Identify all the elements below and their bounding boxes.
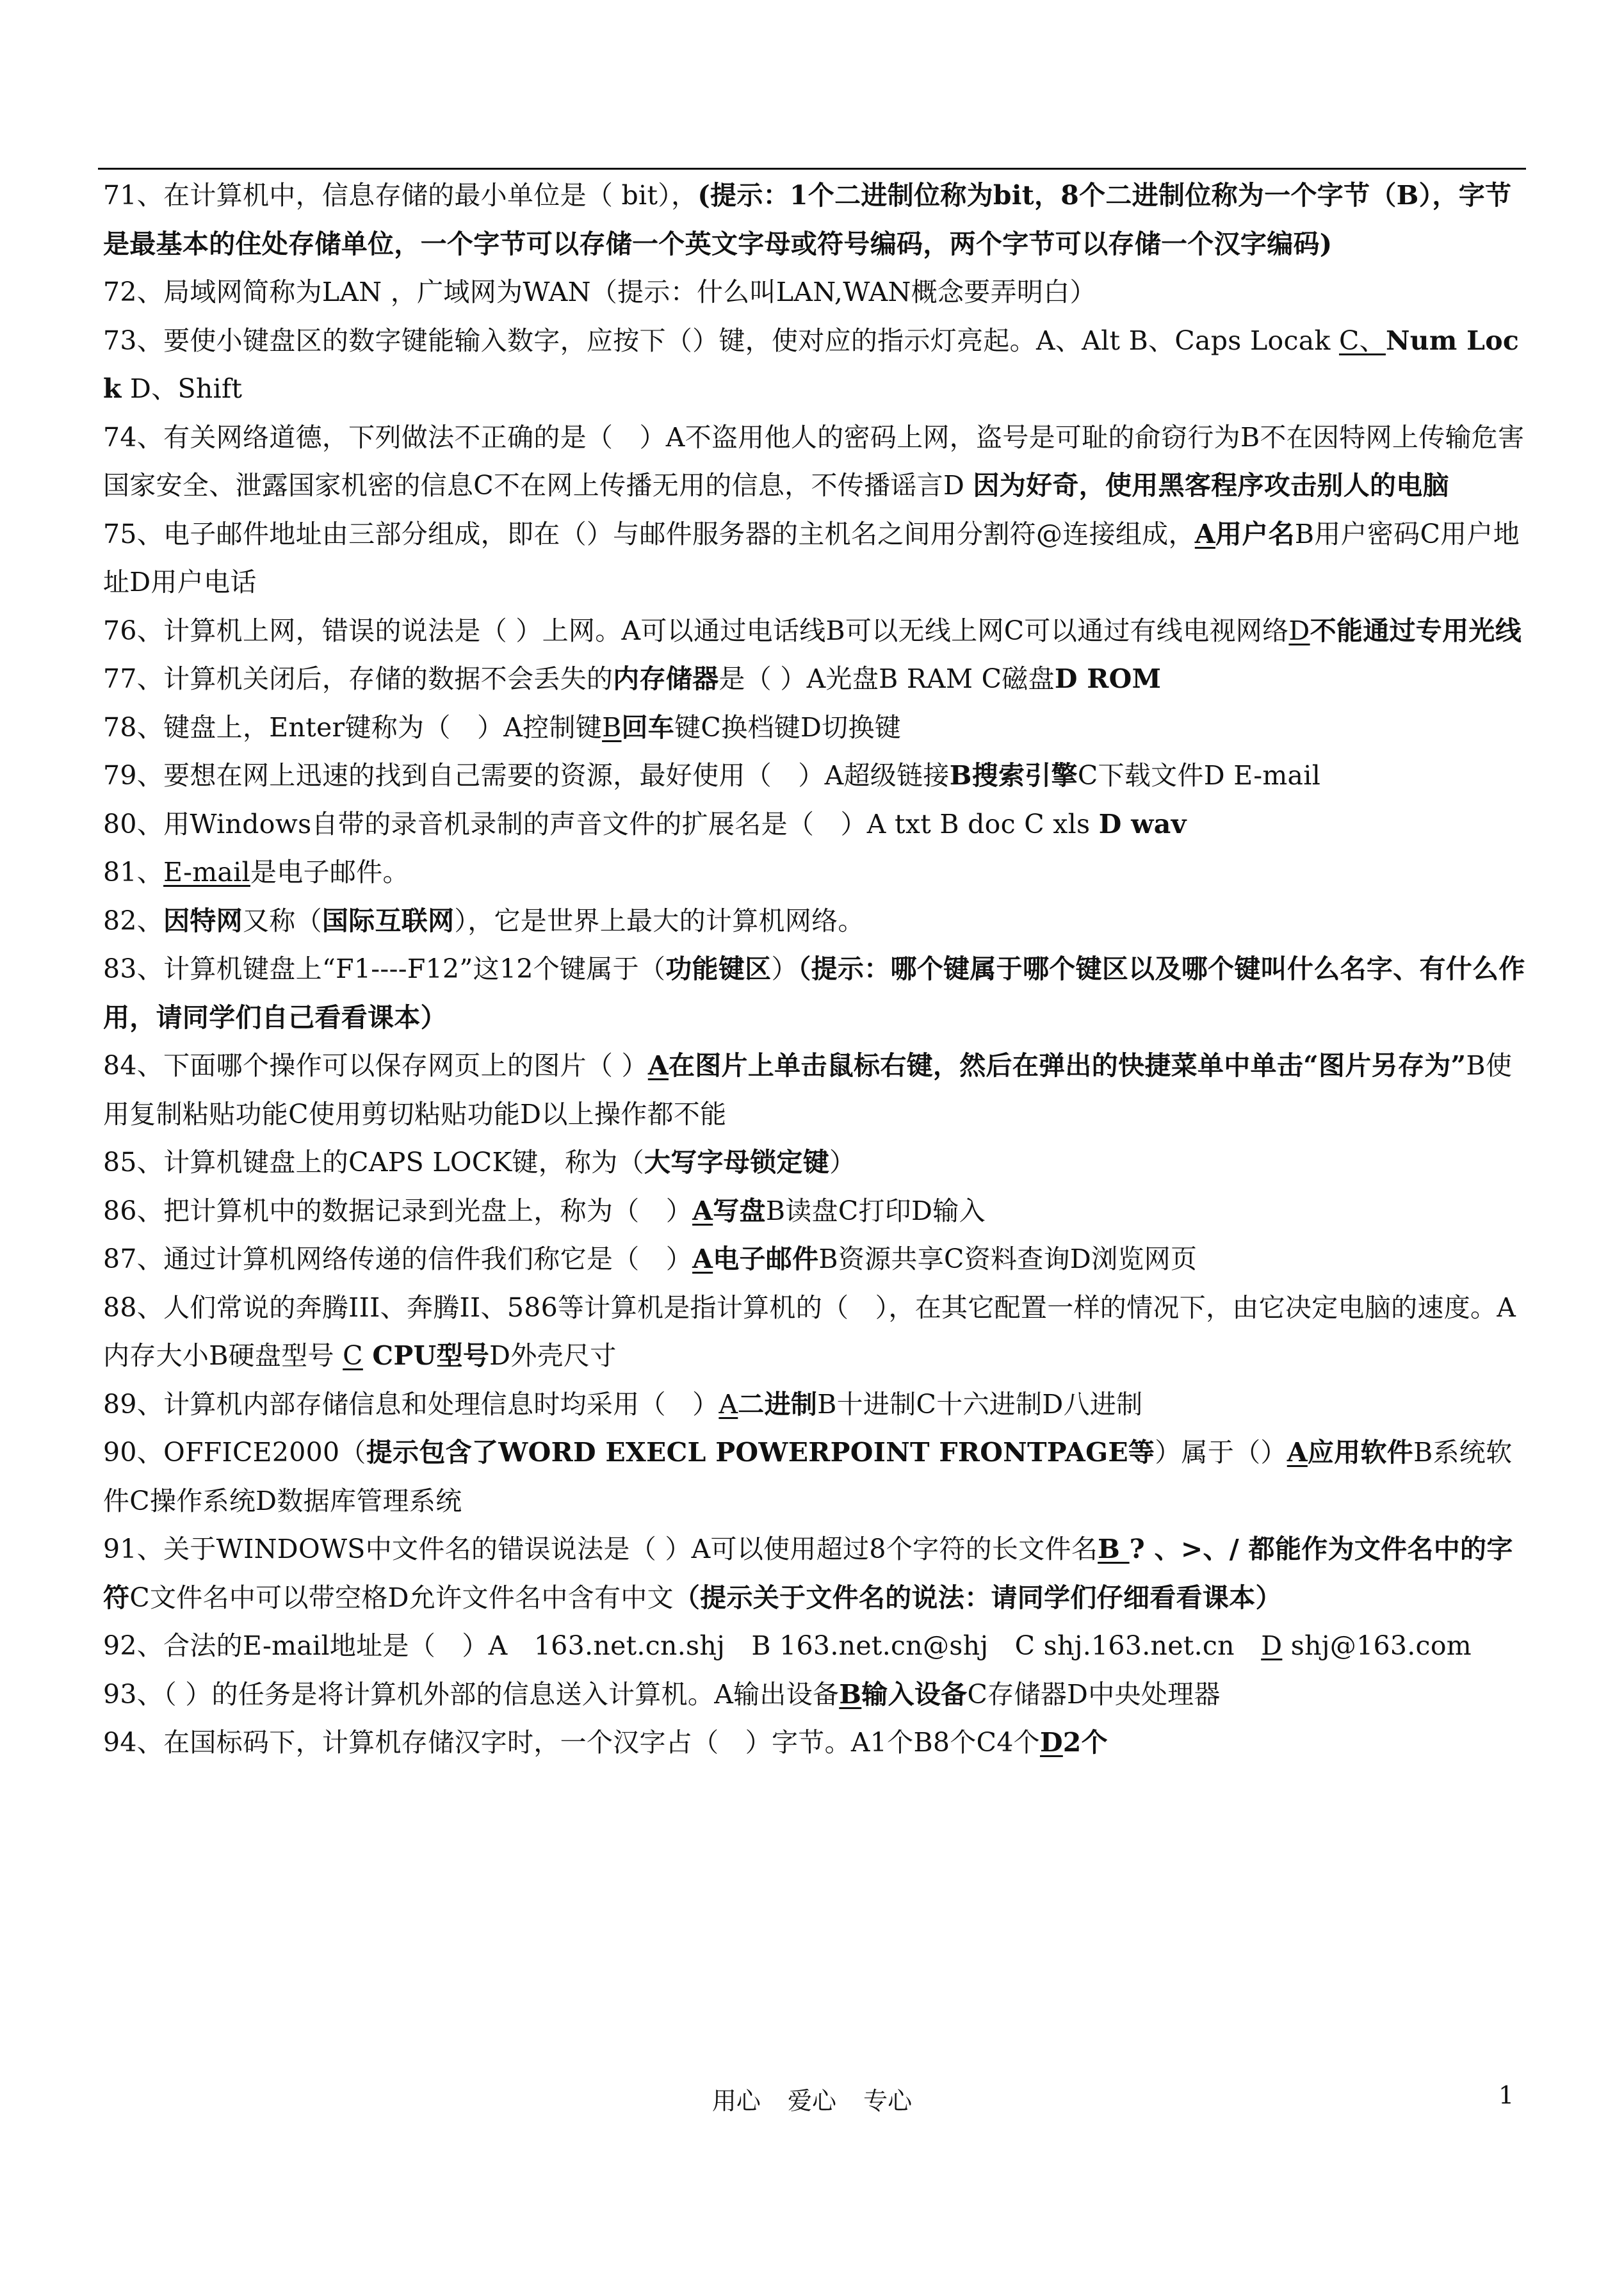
question-text: E-mail [163,857,250,888]
question-text: 84、下面哪个操作可以保存网页上的图片（ ） [103,1050,648,1081]
question-text: 86、把计算机中的数据记录到光盘上，称为（ ） [103,1195,693,1226]
answer-text: 在图片上单击鼠标右键，然后在弹出的快捷菜单中单击“图片另存为” [668,1050,1466,1081]
question-item [103,1042,1534,1139]
question-item [103,607,1534,656]
question-list [103,172,1534,1767]
question-text: D [1261,1630,1283,1661]
question-item [103,1622,1534,1671]
question-item [103,268,1534,317]
question-item [103,848,1534,897]
answer-text: 电子邮件 [713,1244,819,1274]
answer-text: A [692,1244,713,1274]
question-text: 是（ ）A光盘B RAM C磁盘 [719,663,1055,694]
answer-text: A [647,1050,669,1081]
question-text: D外壳尺寸 [489,1340,617,1371]
question-text: B使用复制粘贴功能C使用剪切粘贴功能D以上操作都不能 [103,1050,1513,1130]
question-text: 74、有关网络道德，下列做法不正确的是（ ）A不盗用他人的密码上网，盗号是可耻的俞窃行为B不在因特网上传输危害国家安全、泄露国家机密的信息C不在网上传播无用的信息，不传播谣言D [103,421,1525,501]
question-text: C存储器D中央处理器 [967,1678,1221,1710]
question-text: C文件名中可以带空格D允许文件名中含有中文 [129,1582,674,1613]
question-text: 81、 [103,857,164,888]
page-number: 1 [1498,2081,1514,2109]
question-text: 88、人们常说的奔腾III、奔腾II、586等计算机是指计算机的（ ），在其它配置一样的情况下，由它决定电脑的速度。A内存大小B硬盘型号 [103,1292,1516,1371]
question-text: 79、要想在网上迅速的找到自己需要的资源，最好使用（ ）A超级链接 [103,760,950,791]
answer-text: 因特网 [163,905,243,936]
answer-text: A [692,1195,713,1226]
question-text: B [602,711,622,743]
question-item [103,1719,1534,1767]
question-item [103,1381,1534,1429]
footer-text: 用心 爱心 专心 [711,2087,913,2115]
question-text: 78、键盘上，Enter键称为（ ）A控制键 [103,711,603,743]
answer-text: 2个 [1062,1727,1108,1758]
answer-text: D ROM [1054,663,1162,694]
answer-text: 内存储器 [613,663,719,694]
question-text: 83、计算机键盘上“F1----F12”这12个键属于（ [103,953,666,984]
answer-text: 应用软件 [1307,1437,1414,1468]
question-text: 91、关于WINDOWS中文件名的错误说法是（ ）A可以使用超过8个字符的长文件名 [103,1534,1098,1564]
question-text: C [343,1340,363,1371]
question-text: 72、局域网简称为LAN ，广域网为WAN（提示：什么叫LAN,WAN概念要弄明白） [103,277,1096,307]
answer-text: (提示：1个二进制位称为bit，8个二进制位称为一个字节（B），字节是最基本的住处存储单位，一个字节可以存储一个英文字母或符号编码，两个字节可以存储一个汉字编码) [103,180,1512,259]
question-text: B系统软件C操作系统D数据库管理系统 [103,1437,1513,1516]
question-text: 键C换档键D切换键 [674,711,902,743]
question-text: 71、在计算机中，信息存储的最小单位是（ bit）， [103,180,698,211]
question-text: ），它是世界上最大的计算机网络。 [454,905,865,936]
question-text: 又称（ [242,905,322,936]
answer-text: 提示包含了WORD EXECL POWERPOINT FRONTPAGE等 [366,1437,1155,1468]
question-text: shj@163.com [1282,1630,1472,1661]
question-text: 80、用Windows自带的录音机录制的声音文件的扩展名是（ ）A txt B doc C xls [103,808,1099,839]
question-item [103,1429,1534,1525]
question-text: 87、通过计算机网络传递的信件我们称它是（ ） [103,1244,693,1274]
question-item [103,1284,1534,1381]
question-item [103,897,1534,946]
question-item [103,510,1534,607]
question-item [103,1671,1534,1719]
question-text: B读盘C打印D输入 [765,1195,986,1226]
question-text: ） [771,953,798,984]
header-rule [98,168,1526,170]
answer-text: B [1098,1534,1130,1564]
question-text: ）属于（） [1155,1437,1287,1468]
answer-text: 因为好奇，使用黑客程序攻击别人的电脑 [973,470,1449,501]
answer-text: 功能键区 [665,953,772,984]
answer-text: D wav [1098,808,1187,839]
answer-text: 用户名 [1215,518,1295,549]
answer-text: 输入设备 [861,1678,968,1710]
question-item [103,655,1534,704]
answer-text: B搜索引擎 [949,760,1078,791]
question-text: 73、要使小键盘区的数字键能输入数字，应按下（）键，使对应的指示灯亮起。A、Alt B、Caps Locak [103,325,1339,356]
question-item [103,172,1534,268]
question-item [103,945,1534,1042]
answer-text: Num Lock [103,325,1520,404]
answer-text: 回车 [621,711,675,743]
question-item [103,317,1534,414]
question-text: 85、计算机键盘上的CAPS LOCK键，称为（ [103,1147,644,1178]
question-text: A [719,1388,738,1420]
question-text: 89、计算机内部存储信息和处理信息时均采用（ ） [103,1388,719,1420]
question-item [103,414,1534,510]
question-item [103,752,1534,800]
question-text: D [1288,615,1310,646]
question-item [103,1525,1534,1622]
question-item [103,1187,1534,1236]
question-text: C、 [1338,325,1386,356]
question-item [103,800,1534,849]
question-text: 93、（ ）的任务是将计算机外部的信息送入计算机。A输出设备 [103,1678,840,1710]
question-text: B资源共享C资料查询D浏览网页 [818,1244,1198,1274]
answer-text: B [839,1678,862,1710]
answer-text: 不能通过专用光线 [1310,615,1522,646]
question-item [103,1139,1534,1187]
answer-text: 大写字母锁定键 [644,1147,830,1178]
answer-text: ? 、>、/ 都能作为文件名中的字符 [103,1534,1513,1613]
question-text: 77、计算机关闭后，存储的数据不会丢失的 [103,663,613,694]
answer-text: D [1039,1727,1063,1758]
answer-text: 国际互联网 [321,905,455,936]
question-text: 82、 [103,905,164,936]
question-text: 92、合法的E-mail地址是（ ）A 163.net.cn.shj B 163.net.cn@shj C shj.163.net.cn [103,1630,1262,1661]
question-text: 是电子邮件。 [250,857,409,888]
question-text: ） [829,1147,856,1178]
question-text: 94、在国标码下，计算机存储汉字时，一个汉字占（ ）字节。A1个B8个C4个 [103,1727,1040,1758]
answer-text: 二进制 [738,1388,818,1420]
question-text: B用户密码C用户地址D用户电话 [103,518,1520,597]
question-text: C下载文件D E-mail [1077,760,1321,791]
question-item [103,1235,1534,1284]
question-text: D、Shift [121,373,243,404]
question-item [103,704,1534,752]
answer-text: A [1194,518,1215,549]
answer-text: CPU型号 [362,1340,490,1371]
answer-text: A [1287,1437,1308,1468]
answer-text: 写盘 [713,1195,766,1226]
question-text: B十进制C十六进制D八进制 [817,1388,1143,1420]
question-text: 75、电子邮件地址由三部分组成，即在（）与邮件服务器的主机名之间用分割符@连接组成， [103,518,1195,549]
answer-text: （提示关于文件名的说法：请同学们仔细看看课本） [673,1582,1282,1613]
answer-text: （提示：哪个键属于哪个键区以及哪个键叫什么名字、有什么作用，请同学们自己看看课本） [103,953,1525,1033]
question-text: 90、OFFICE2000（ [103,1437,366,1468]
question-text: 76、计算机上网，错误的说法是（ ）上网。A可以通过电话线B可以无线上网C可以通过有线电视网络 [103,615,1289,646]
